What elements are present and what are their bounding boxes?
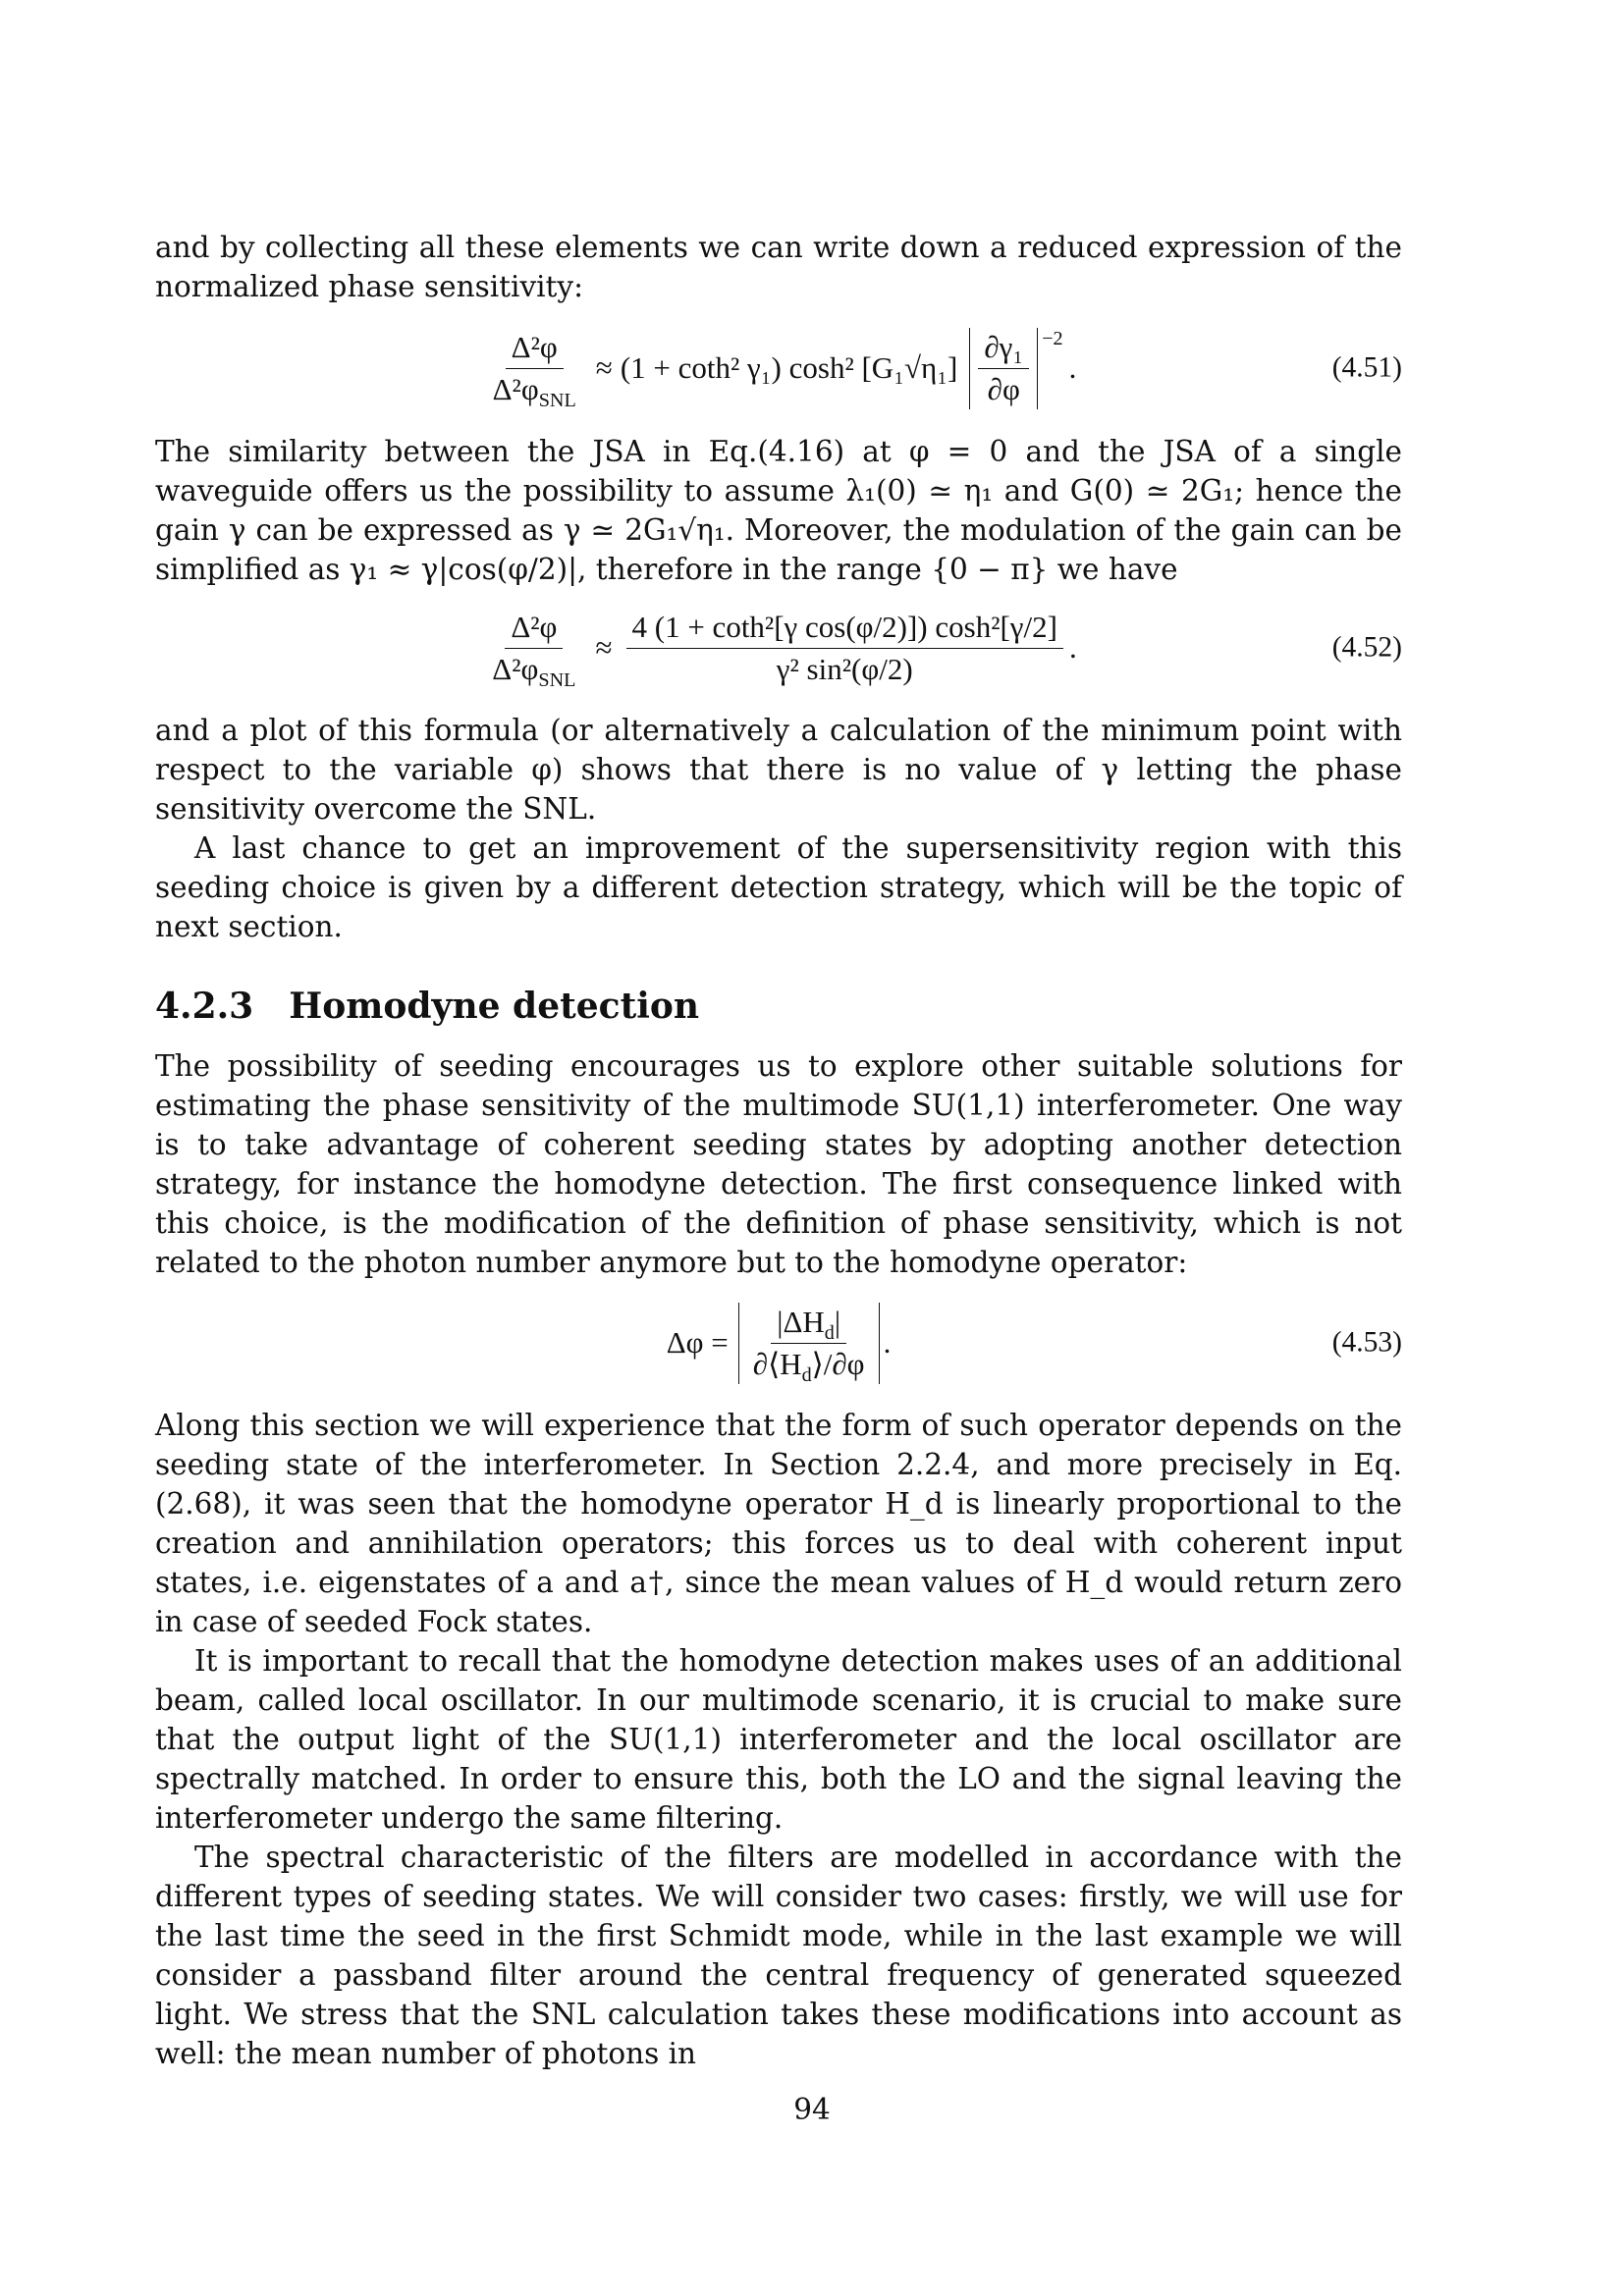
eq451-lhs-denominator bbox=[487, 369, 582, 411]
eq451-lhs-den-sub: SNL bbox=[538, 389, 576, 411]
equation-4-52: $\frac{\text{Δ²φ}}{\Delta^2\varphi_{SNL}}$ ≈ $\frac{\text{4 (1 + coth²[γ cos(φ/2)]) cosh²[γ/2]}}{\text{γ² sin²(φ/2)}}$ . (4.52) bbox=[155, 603, 1402, 693]
eq453-num-sub: d bbox=[824, 1321, 835, 1344]
eq453-lhs: Δφ = bbox=[666, 1325, 729, 1360]
eq451-derivative-den: ∂φ bbox=[987, 371, 1020, 406]
paragraph-filters: The spectral characteristic of the filters are modelled in accordance with the different types of seeding states. We will consider two cases: firstly, we will use for the last time the seed in the first Schmidt mode, while in the last example we will consider a passband filter around the central frequency of generated squeezed light. We stress that the SNL calculation takes these modifications into account as well: the mean number of photons in bbox=[155, 1841, 1402, 2070]
eq452-lhs-den-sub: SNL bbox=[538, 668, 576, 691]
eq451-lhs-fraction bbox=[487, 329, 582, 411]
paragraph-similarity: The similarity between the JSA in Eq.(4.16) at φ = 0 and the JSA of a single waveguide offers us the possibility to assume λ₁(0) ≃ η₁ and G(0) ≃ 2G₁; hence the gain γ can be expressed as γ ≃ 2G₁√η₁. Moreover, the modulation of the gain can be simplified as γ₁ ≈ γ|cos(φ/2)|, therefore in the range {0 − π} we have bbox=[155, 435, 1402, 586]
paragraph-intro: and by collecting all these elements we can write down a reduced expression of the normalized phase sensitivity: bbox=[155, 231, 1402, 303]
eq452-rhs-fraction bbox=[626, 610, 1063, 687]
section-number: 4.2.3 bbox=[155, 986, 254, 1027]
eq452-lhs-denominator bbox=[486, 649, 581, 691]
eq451-lhs-den-text: Δ²φ bbox=[492, 371, 539, 406]
section-title: Homodyne detection bbox=[289, 986, 700, 1027]
eq453-numerator: $|\Delta H_d|$ bbox=[771, 1305, 846, 1344]
eq453-den-text: ∂⟨H bbox=[752, 1346, 802, 1381]
eq452-rhs-denominator: γ² sin²(φ/2) bbox=[776, 651, 913, 686]
eq453-fraction bbox=[747, 1304, 871, 1386]
eq451-number: (4.51) bbox=[1331, 351, 1402, 384]
eq451-relation: ≈ bbox=[595, 350, 613, 385]
paragraph-operator: Along this section we will experience that the form of such operator depends on the seeding state of the interferometer. In Section 2.2.4, and more precisely in Eq.(2.68), it was seen that the homodyne operator H_d is linearly proportional to the creation and annihilation operators; this forces us to deal with coherent input states, i.e. eigenstates of a and a†, since the mean values of H_d would return zero in case of seeded Fock states. bbox=[155, 1409, 1402, 1638]
eq452-lhs-den-text: Δ²φ bbox=[492, 651, 539, 686]
eq453-num-text: |ΔH bbox=[777, 1304, 825, 1339]
eq453-denominator bbox=[747, 1344, 871, 1386]
eq451-lhs-numerator: Δ²φ bbox=[506, 330, 564, 369]
eq451-abs-derivative bbox=[969, 328, 1038, 409]
eq452-lhs-numerator: Δ²φ bbox=[505, 610, 563, 649]
page-body bbox=[155, 228, 1402, 2073]
section-heading bbox=[155, 986, 1402, 1027]
page-number: 94 bbox=[793, 2093, 831, 2126]
equation-4-53: Δφ = $\frac{|\Delta H_d|}{\partial⟨H_d⟩/\partial\varphi}$ . (4.53) bbox=[666, 1304, 1402, 1386]
paragraph-seeding: The possibility of seeding encourages us to explore other suitable solutions for estimating the phase sensitivity of the multimode SU(1,1) interferometer. One way is to take advantage of coherent seeding states by adopting another detection strategy, for instance the homodyne detection. The first consequence linked with this choice, is the modification of the definition of phase sensitivity, which is not related to the photon number anymore but to the homodyne operator: bbox=[155, 1049, 1402, 1279]
eq453-den-tail: ⟩/∂φ bbox=[811, 1346, 865, 1381]
paragraph-local-oscillator: It is important to recall that the homodyne detection makes uses of an additional beam, called local oscillator. In our multimode scenario, it is crucial to make sure that the output light of the SU(1,1) interferometer and the local oscillator are spectrally matched. In order to ensure this, both the LO and the signal leaving the interferometer undergo the same filtering. bbox=[155, 1644, 1402, 1835]
eq452-lhs-fraction bbox=[486, 609, 581, 691]
paragraph-last-chance: A last chance to get an improvement of the supersensitivity region with this seeding choice is given by a different detection strategy, which will be the topic of next section. bbox=[155, 831, 1402, 943]
eq453-abs bbox=[738, 1303, 880, 1384]
eq451-derivative bbox=[978, 330, 1029, 407]
eq453-den-sub: d bbox=[801, 1363, 812, 1386]
eq453-number: (4.53) bbox=[1331, 1326, 1402, 1359]
eq451-body: (1 + coth² γ₁) cosh² [G₁√η₁] bbox=[620, 350, 958, 385]
eq452-number: (4.52) bbox=[1331, 631, 1402, 664]
eq452-relation: ≈ bbox=[595, 630, 613, 665]
eq451-derivative-num: ∂γ₁ bbox=[978, 330, 1029, 369]
equation-4-51: $\frac{\text{Δ²φ}}{\Delta^2\varphi_{SNL}}$ ≈ (1 + coth² γ₁) cosh² [G₁√η₁] $\frac{\text{∂γ₁}}{\partial\varphi}$ $^{-2}$ . (4.51) bbox=[155, 324, 1402, 412]
eq452-rhs-numerator: 4 (1 + coth²[γ cos(φ/2)]) cosh²[γ/2] bbox=[626, 610, 1063, 649]
paragraph-plot: and a plot of this formula (or alternatively a calculation of the minimum point with respect to the variable φ) shows that there is no value of γ letting the phase sensitivity overcome the SNL. bbox=[155, 714, 1402, 826]
